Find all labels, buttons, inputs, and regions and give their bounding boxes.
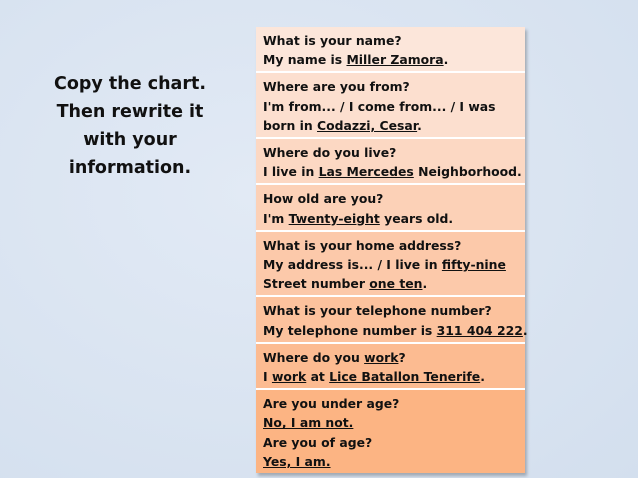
- question-text: [263, 348, 519, 367]
- instructions-line: Then rewrite it: [56, 102, 204, 122]
- answer-prefix: Street number: [263, 276, 370, 292]
- chart-row-residence: [256, 139, 525, 185]
- question-underlined: work: [364, 349, 399, 365]
- instructions-line: information.: [68, 158, 192, 178]
- answer-suffix: .: [480, 369, 485, 385]
- answer-underlined: fifty-nine: [441, 257, 506, 273]
- answer-text: [263, 274, 519, 293]
- answer-prefix: My telephone number is: [263, 322, 437, 338]
- answer-suffix: .: [417, 117, 422, 133]
- answer-text: [263, 255, 519, 274]
- answer-underlined: Miller Zamora: [346, 52, 444, 68]
- chart-row-telephone: [256, 297, 528, 343]
- answer-text: No, I am not.: [263, 415, 354, 431]
- answer-text: [263, 321, 528, 340]
- answer-middle: at: [306, 369, 330, 385]
- answer-underlined: Las Mercedes: [318, 164, 414, 180]
- instructions-text: [50, 70, 210, 182]
- answer-text: [263, 116, 519, 135]
- chart-row-origin: [256, 73, 525, 139]
- question-text: How old are you?: [263, 191, 384, 207]
- question-suffix: ?: [398, 349, 406, 365]
- question-prefix: Where do you: [263, 349, 365, 365]
- answer-underlined: work: [271, 369, 307, 385]
- answer-underlined: Twenty-eight: [288, 210, 380, 226]
- answer-prefix: I: [263, 369, 272, 385]
- answer-prefix: My name is: [263, 52, 347, 68]
- answer-prefix: I'm: [263, 210, 289, 226]
- chart-row-address: [256, 232, 525, 298]
- answer-prefix: born in: [263, 117, 318, 133]
- instructions-line: Copy the chart.: [54, 74, 206, 94]
- answer-text: [263, 162, 522, 181]
- answer-suffix: .: [443, 52, 449, 68]
- question-text: What is your home address?: [263, 237, 462, 253]
- answer-text: I'm from... / I come from... / I was: [263, 98, 496, 114]
- answer-text: [263, 50, 519, 69]
- question-text: Where do you live?: [263, 145, 397, 161]
- answer-text: Yes, I am.: [263, 453, 331, 469]
- question-text: What is your name?: [263, 33, 402, 48]
- question-text: Are you of age?: [263, 434, 373, 450]
- chart-row-work: [256, 344, 525, 390]
- chart-row-age-status: [256, 390, 525, 473]
- chart-row-age: [256, 185, 525, 231]
- question-text: Where are you from?: [263, 79, 410, 95]
- answer-underlined: Lice Batallon Tenerife: [329, 369, 481, 385]
- answer-underlined: one ten: [369, 276, 423, 292]
- answer-suffix: Neighborhood.: [413, 164, 522, 180]
- answer-prefix: My address is... / I live in: [263, 257, 442, 273]
- question-text: What is your telephone number?: [263, 303, 492, 319]
- answer-prefix: I live in: [263, 164, 319, 180]
- answer-underlined: Codazzi, Cesar: [317, 117, 418, 133]
- answer-text: [263, 367, 519, 386]
- answer-suffix: .: [522, 322, 528, 338]
- instructions-line: with your: [83, 130, 177, 150]
- answer-underlined: 311 404 222: [436, 322, 523, 338]
- question-answer-chart: [256, 27, 528, 473]
- answer-text: [263, 209, 519, 228]
- chart-row-name: [256, 27, 525, 73]
- question-text: Are you under age?: [263, 396, 400, 412]
- answer-suffix: .: [422, 276, 428, 292]
- answer-suffix: years old.: [379, 210, 454, 226]
